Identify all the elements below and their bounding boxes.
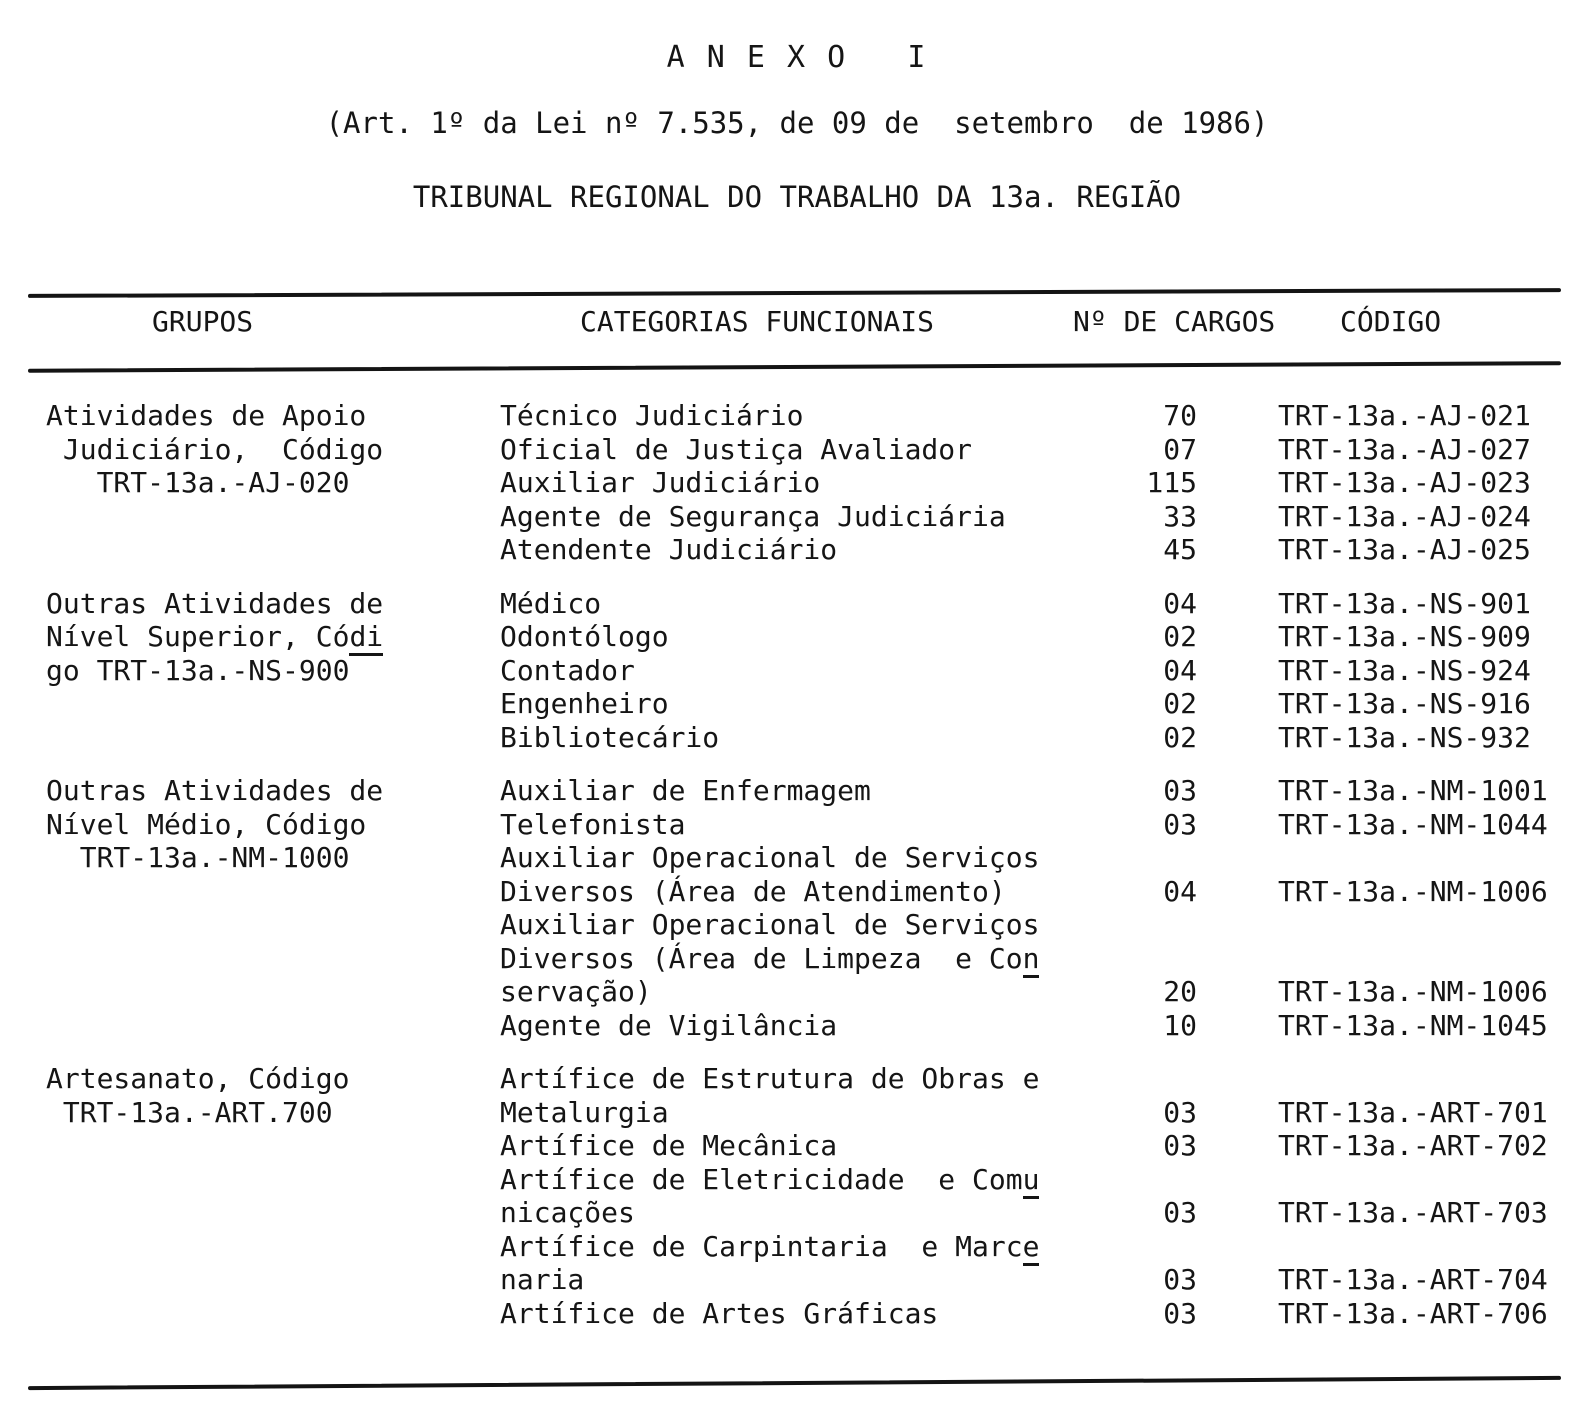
- group-label-line: go TRT-13a.-NS-900: [46, 653, 350, 687]
- cargos-count-cell: 04: [1163, 874, 1197, 908]
- group-label-line: Nível Médio, Código: [46, 807, 367, 841]
- cargos-count-cell: 03: [1163, 807, 1197, 841]
- table-row: [500, 1009, 1594, 1043]
- group-label-line: Atividades de Apoio: [46, 399, 367, 432]
- group-label-line: TRT-13a.-ART.700: [46, 1095, 333, 1129]
- group-label: [0, 774, 500, 875]
- table-group: [0, 587, 1594, 755]
- table-rule-top: [28, 288, 1561, 298]
- cargos-count-cell: 03: [1163, 774, 1197, 807]
- category-cell: Artífice de Estrutura de Obras e: [500, 1062, 1040, 1095]
- codigo-cell: TRT-13a.-AJ-027: [1278, 432, 1531, 466]
- category-cell: servação): [500, 975, 652, 1008]
- category-cell: Auxiliar Judiciário: [500, 466, 821, 499]
- group-label: [0, 1062, 500, 1129]
- table-row: [500, 399, 1594, 433]
- cargos-count-cell: [1058, 1163, 1197, 1197]
- cargos-count-cell: 03: [1163, 1263, 1197, 1296]
- table-row: [500, 500, 1594, 534]
- document-subtitle: (Art. 1º da Lei nº 7.535, de 09 de setembro de 1986): [325, 106, 1269, 140]
- table-row: [500, 841, 1594, 875]
- document-org-line: TRIBUNAL REGIONAL DO TRABALHO DA 13a. REGIÃO: [412, 180, 1182, 214]
- category-cell: naria: [500, 1263, 585, 1296]
- cargos-count-cell: 20: [1163, 975, 1197, 1008]
- codigo-cell: TRT-13a.-NM-1045: [1278, 1008, 1548, 1042]
- cargos-count-cell: 03: [1163, 1196, 1197, 1229]
- codigo-cell: TRT-13a.-ART-704: [1278, 1263, 1548, 1296]
- category-cell: Artífice de Artes Gráficas: [500, 1296, 939, 1330]
- table-row: [500, 1062, 1594, 1096]
- group-rows: [500, 1062, 1594, 1330]
- table-row: [500, 687, 1594, 721]
- continuation-underline: di: [349, 620, 383, 656]
- codigo-cell: TRT-13a.-AJ-023: [1278, 466, 1531, 499]
- table-group: [0, 399, 1594, 567]
- category-cell: Agente de Segurança Judiciária: [500, 499, 1006, 533]
- cargos-count-cell: 33: [1163, 499, 1197, 533]
- codigo-cell: TRT-13a.-AJ-025: [1278, 533, 1531, 566]
- table-row: [500, 774, 1594, 808]
- table-row: [500, 654, 1594, 688]
- column-header-no-de-cargos: Nº DE CARGOS: [1073, 305, 1276, 338]
- table-group: [0, 1062, 1594, 1330]
- table-row: [500, 908, 1594, 942]
- table-row: [500, 533, 1594, 567]
- category-cell: Auxiliar de Enfermagem: [500, 774, 871, 807]
- table-row: [500, 1297, 1594, 1331]
- cargos-count-cell: 02: [1163, 687, 1197, 720]
- category-cell: Oficial de Justiça Avaliador: [500, 432, 973, 466]
- cargos-count-cell: 04: [1163, 653, 1197, 687]
- table-row: [500, 975, 1594, 1009]
- cargos-count-cell: 02: [1163, 720, 1197, 754]
- cargos-count-cell: 03: [1163, 1095, 1197, 1129]
- table-row: [500, 1263, 1594, 1297]
- continuation-underline: e: [1023, 1230, 1040, 1266]
- group-label-line: Judiciário, Código: [46, 432, 384, 466]
- table-row: [500, 1230, 1594, 1264]
- group-label: [0, 399, 500, 500]
- codigo-cell: TRT-13a.-ART-703: [1278, 1196, 1548, 1229]
- category-cell: Atendente Judiciário: [500, 533, 838, 566]
- cargos-count-cell: 02: [1163, 620, 1197, 653]
- category-cell: Odontólogo: [500, 620, 669, 653]
- table-row: [500, 1129, 1594, 1163]
- cargos-count-cell: 03: [1163, 1129, 1197, 1162]
- group-label-line: Nível Superior, Códi: [46, 620, 500, 654]
- table-body: [0, 399, 1594, 1343]
- cargos-count-cell: [1058, 1062, 1197, 1096]
- codigo-cell: TRT-13a.-AJ-024: [1278, 499, 1531, 533]
- category-cell: Auxiliar Operacional de Serviços: [500, 841, 1040, 874]
- codigo-cell: TRT-13a.-ART-701: [1278, 1095, 1548, 1129]
- cargos-count-cell: 115: [1146, 466, 1197, 499]
- table-rule-under-header: [28, 361, 1561, 372]
- table-row: [500, 721, 1594, 755]
- category-cell: Artífice de Mecânica: [500, 1129, 838, 1162]
- document-title: A N E X O I: [666, 40, 928, 75]
- codigo-cell: TRT-13a.-NM-1001: [1278, 774, 1548, 807]
- group-label: [0, 587, 500, 688]
- group-rows: [500, 587, 1594, 755]
- codigo-cell: TRT-13a.-NM-1044: [1278, 807, 1548, 841]
- group-label-line: Artesanato, Código: [46, 1062, 350, 1095]
- group-rows: [500, 774, 1594, 1042]
- table-row: [500, 620, 1594, 654]
- table-group: [0, 774, 1594, 1042]
- cargos-count-cell: 45: [1163, 533, 1197, 566]
- cargos-count-cell: [1058, 942, 1197, 976]
- continuation-underline: u: [1023, 1163, 1040, 1199]
- cargos-count-cell: [1058, 1230, 1197, 1264]
- group-label-line: Outras Atividades de: [46, 586, 384, 620]
- category-cell: Médico: [500, 586, 602, 620]
- codigo-cell: TRT-13a.-NM-1006: [1278, 975, 1548, 1008]
- group-label-line: TRT-13a.-AJ-020: [46, 466, 350, 499]
- codigo-cell: TRT-13a.-AJ-021: [1278, 399, 1531, 432]
- category-cell: Agente de Vigilância: [500, 1008, 838, 1042]
- table-row: [500, 875, 1594, 909]
- cargos-count-cell: 04: [1163, 586, 1197, 620]
- group-label-line: Outras Atividades de: [46, 774, 384, 807]
- table-row: [500, 942, 1594, 976]
- table-row: [500, 433, 1594, 467]
- table-row: [500, 808, 1594, 842]
- codigo-cell: TRT-13a.-NS-901: [1278, 586, 1531, 620]
- cargos-count-cell: [1058, 841, 1197, 875]
- column-header-grupos: GRUPOS: [152, 305, 254, 338]
- cargos-count-cell: [1058, 908, 1197, 942]
- column-header-categorias-funcionais: CATEGORIAS FUNCIONAIS: [580, 305, 935, 338]
- table-rule-bottom: [28, 1376, 1561, 1390]
- codigo-cell: TRT-13a.-NS-932: [1278, 720, 1531, 754]
- category-cell: Diversos (Área de Limpeza e Con: [500, 942, 1058, 976]
- group-label-line: TRT-13a.-NM-1000: [46, 841, 350, 874]
- category-cell: Artífice de Eletricidade e Comu: [500, 1163, 1058, 1197]
- category-cell: Telefonista: [500, 807, 686, 841]
- cargos-count-cell: 70: [1163, 399, 1197, 432]
- category-cell: Metalurgia: [500, 1095, 669, 1129]
- category-cell: Contador: [500, 653, 635, 687]
- cargos-count-cell: 03: [1163, 1296, 1197, 1330]
- table-row: [500, 1163, 1594, 1197]
- table-row: [500, 587, 1594, 621]
- cargos-count-cell: 07: [1163, 432, 1197, 466]
- codigo-cell: TRT-13a.-NS-916: [1278, 687, 1531, 720]
- category-cell: Engenheiro: [500, 687, 669, 720]
- codigo-cell: TRT-13a.-NS-924: [1278, 653, 1531, 687]
- category-cell: Artífice de Carpintaria e Marce: [500, 1230, 1058, 1264]
- table-row: [500, 1096, 1594, 1130]
- column-header-codigo: CÓDIGO: [1340, 305, 1442, 338]
- codigo-cell: TRT-13a.-NS-909: [1278, 620, 1531, 653]
- codigo-cell: TRT-13a.-ART-702: [1278, 1129, 1548, 1162]
- category-cell: Auxiliar Operacional de Serviços: [500, 908, 1040, 941]
- codigo-cell: TRT-13a.-ART-706: [1278, 1296, 1548, 1330]
- table-row: [500, 1196, 1594, 1230]
- cargos-count-cell: 10: [1163, 1008, 1197, 1042]
- category-cell: Técnico Judiciário: [500, 399, 804, 432]
- category-cell: nicações: [500, 1196, 635, 1229]
- table-row: [500, 466, 1594, 500]
- category-cell: Diversos (Área de Atendimento): [500, 874, 1006, 908]
- category-cell: Bibliotecário: [500, 720, 720, 754]
- group-rows: [500, 399, 1594, 567]
- continuation-underline: n: [1023, 942, 1040, 978]
- codigo-cell: TRT-13a.-NM-1006: [1278, 874, 1548, 908]
